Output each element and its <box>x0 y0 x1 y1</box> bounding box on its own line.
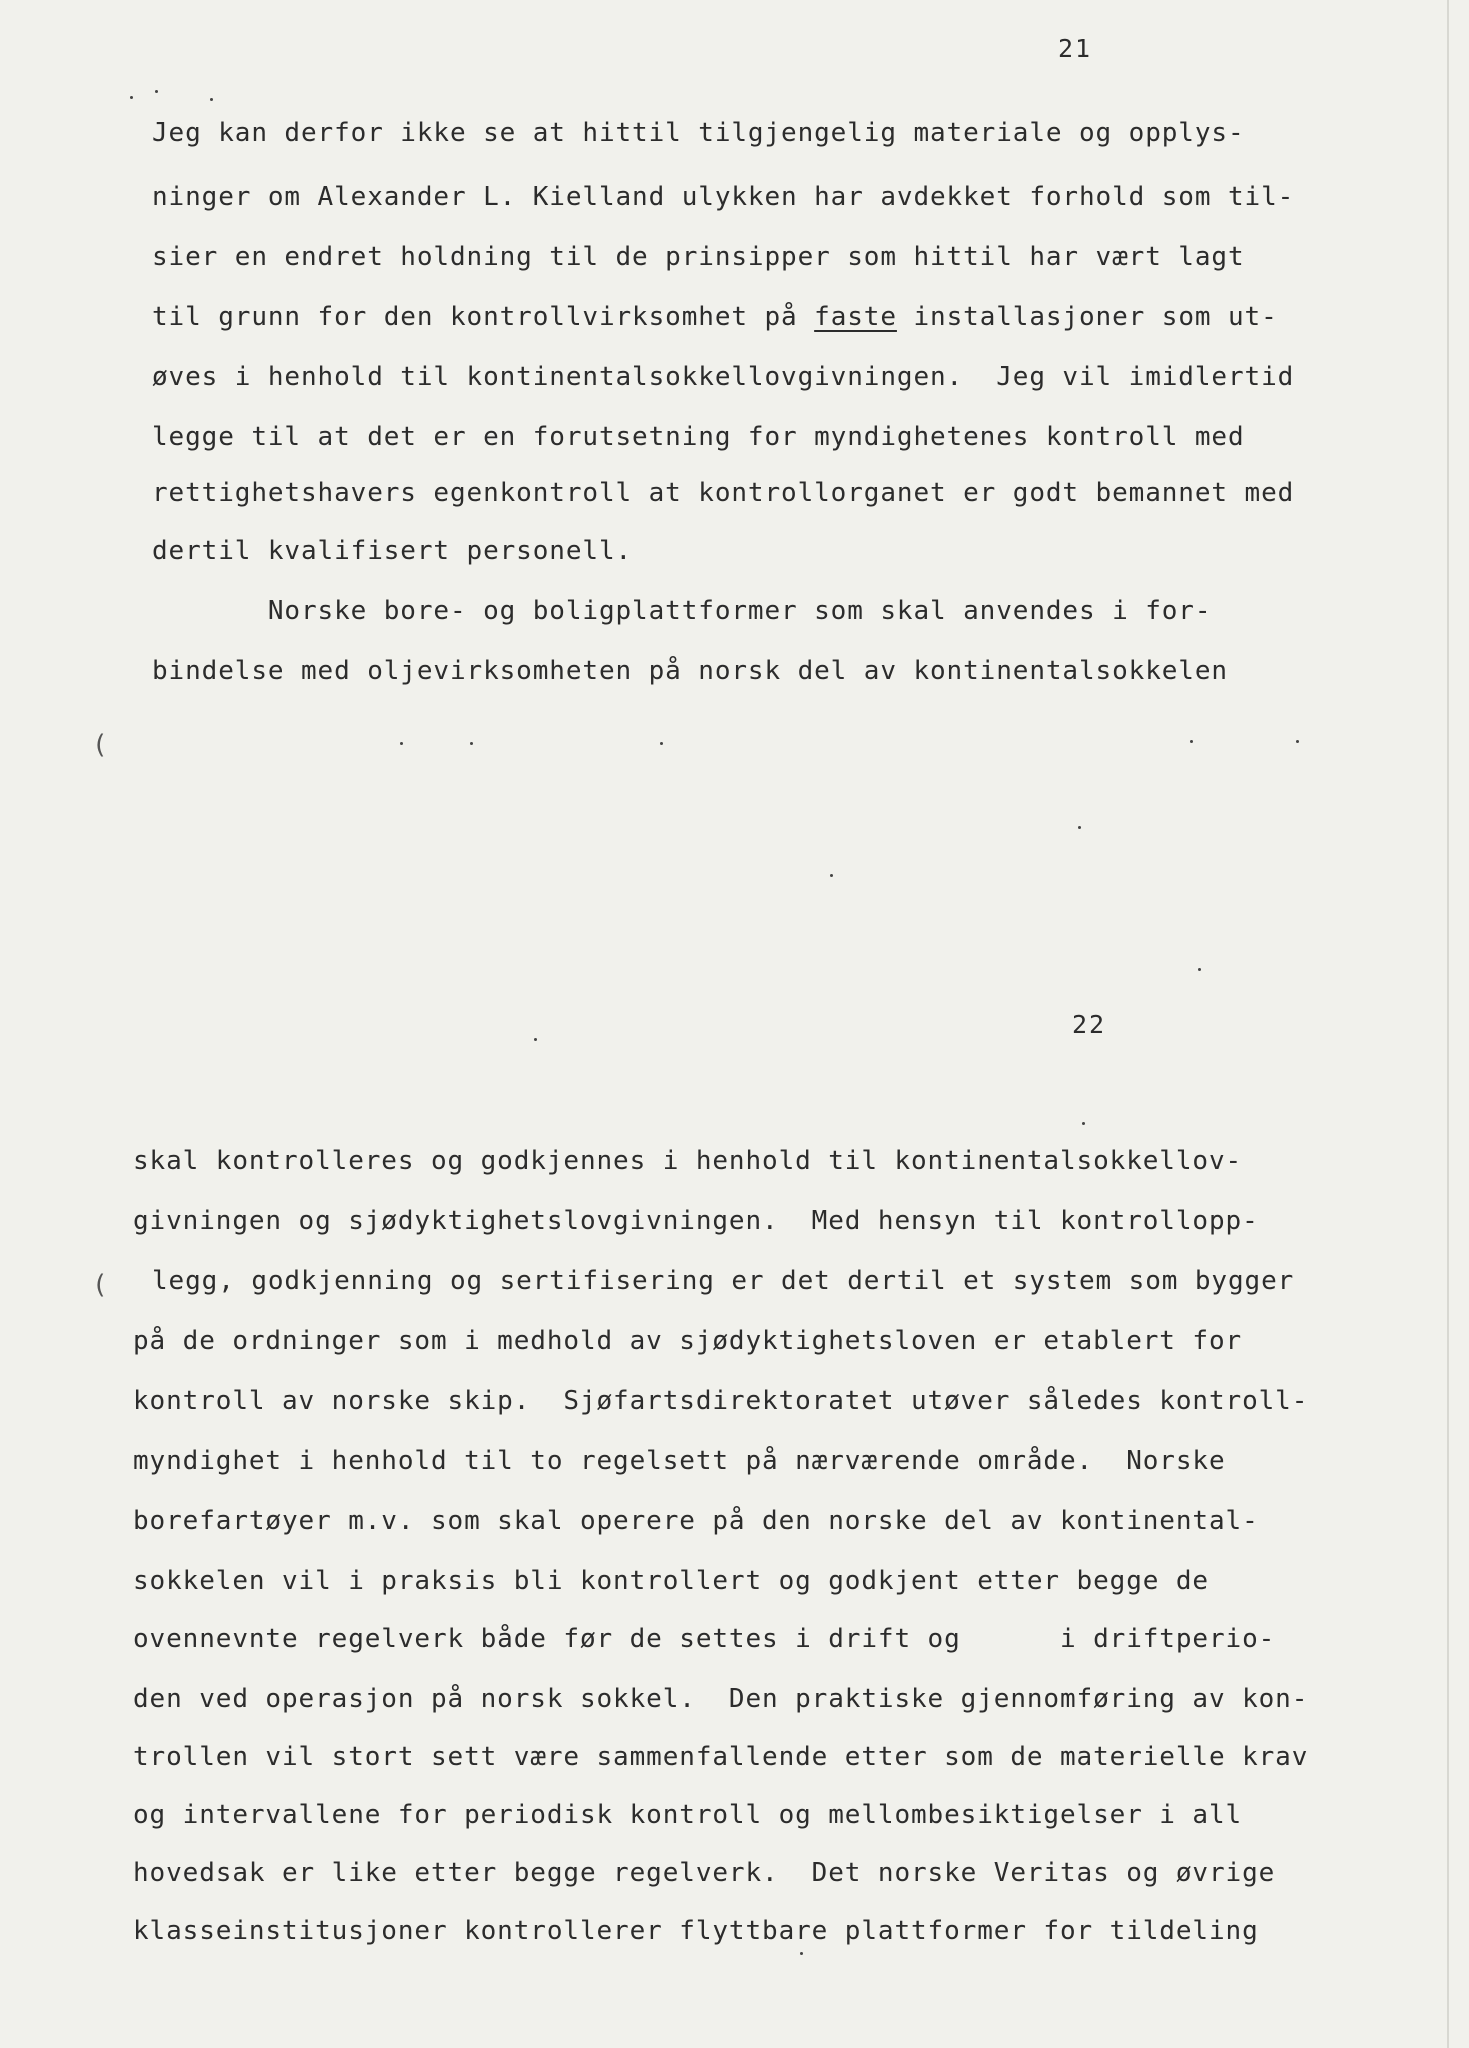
text-line: givningen og sjødyktighetslovgivningen. Med hensyn til kontrollopp- <box>133 1206 1259 1236</box>
text-line: hovedsak er like etter begge regelverk. Det norske Veritas og øvrige <box>133 1858 1276 1888</box>
speck <box>155 90 158 93</box>
paper-edge <box>1447 0 1449 2048</box>
text-line: borefartøyer m.v. som skal operere på den norske del av kontinental- <box>133 1506 1259 1536</box>
page-number-22: 22 <box>1072 1010 1107 1039</box>
text-segment: installasjoner som ut- <box>896 302 1278 332</box>
text-line: bindelse med oljevirksomheten på norsk del av kontinentalsokkelen <box>152 656 1228 686</box>
text-line: kontroll av norske skip. Sjøfartsdirektoratet utøver således kontroll- <box>133 1386 1309 1416</box>
speck <box>1190 740 1193 743</box>
text-line: ninger om Alexander L. Kielland ulykken har avdekket forhold som til- <box>152 182 1295 212</box>
speck <box>1078 826 1081 829</box>
text-line: sokkelen vil i praksis bli kontrollert og godkjent etter begge de <box>133 1566 1209 1596</box>
speck <box>800 1952 803 1955</box>
hole-punch-mark: ( <box>92 730 108 760</box>
speck <box>210 98 213 101</box>
text-segment: til grunn for den kontrollvirksomhet på <box>152 302 815 332</box>
text-line: legge til at det er en forutsetning for myndighetenes kontroll med <box>152 422 1245 452</box>
speck <box>830 874 833 877</box>
text-line <box>152 302 1392 332</box>
text-line: trollen vil stort sett være sammenfallende etter som de materielle krav <box>133 1742 1309 1772</box>
speck <box>470 742 473 745</box>
speck <box>1198 968 1201 971</box>
hole-punch-mark: ( <box>92 1270 108 1300</box>
speck <box>130 96 133 99</box>
speck <box>1296 740 1299 743</box>
text-line: rettighetshavers egenkontroll at kontrollorganet er godt bemannet med <box>152 478 1295 508</box>
text-line: Jeg kan derfor ikke se at hittil tilgjengelig materiale og opplys- <box>152 118 1245 148</box>
text-line: myndighet i henhold til to regelsett på nærværende område. Norske <box>133 1446 1226 1476</box>
text-line: øves i henhold til kontinentalsokkellovgivningen. Jeg vil imidlertid <box>152 362 1295 392</box>
text-line: skal kontrolleres og godkjennes i henhold til kontinentalsokkellov- <box>133 1146 1243 1176</box>
text-line: på de ordninger som i medhold av sjødyktighetsloven er etablert for <box>133 1326 1243 1356</box>
text-line: Norske bore- og boligplattformer som skal anvendes i for- <box>152 596 1212 626</box>
text-line: og intervallene for periodisk kontroll og mellombesiktigelser i all <box>133 1800 1243 1830</box>
text-line: sier en endret holdning til de prinsipper som hittil har vært lagt <box>152 242 1245 272</box>
speck <box>660 742 663 745</box>
page-number-21: 21 <box>1058 34 1093 63</box>
text-line: den ved operasjon på norsk sokkel. Den praktiske gjennomføring av kon- <box>133 1684 1309 1714</box>
text-line: legg, godkjenning og sertifisering er det dertil et system som bygger <box>152 1266 1295 1296</box>
underlined-word: faste <box>814 302 897 332</box>
text-line: klasseinstitusjoner kontrollerer flyttbare plattformer for tildeling <box>133 1916 1259 1946</box>
speck <box>400 742 403 745</box>
speck <box>1082 1122 1085 1125</box>
speck <box>534 1038 537 1041</box>
text-line: ovennevnte regelverk både før de settes i drift og i driftperio- <box>133 1624 1276 1654</box>
text-line: dertil kvalifisert personell. <box>152 536 633 566</box>
